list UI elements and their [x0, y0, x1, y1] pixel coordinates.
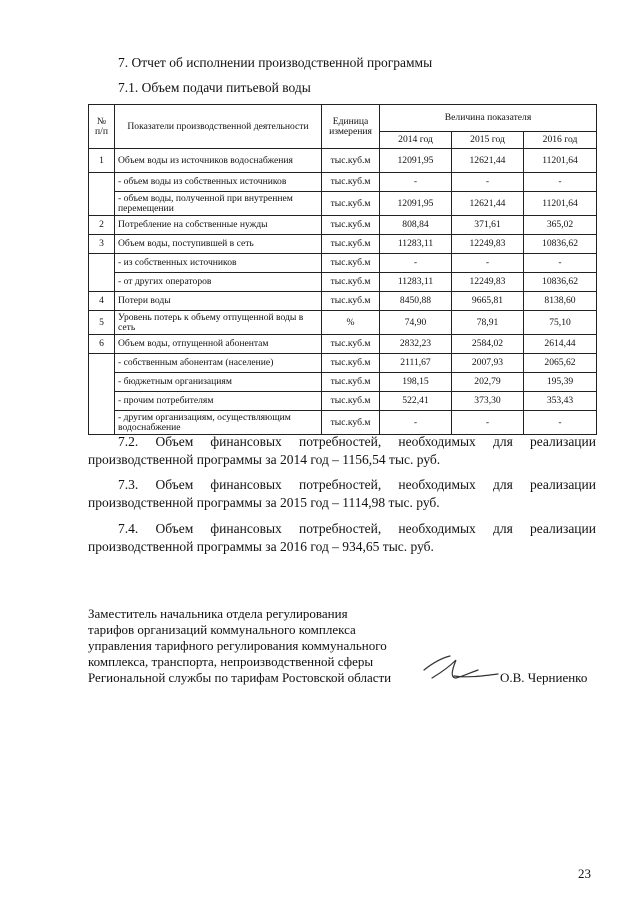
section-7-title: 7. Отчет об исполнении производственной программы — [118, 55, 433, 70]
row-unit: тыс.куб.м — [322, 354, 380, 373]
row-num: 6 — [89, 335, 115, 354]
row-value-2015: 371,61 — [452, 216, 524, 235]
row-value-2015: - — [452, 254, 524, 273]
table-row — [89, 392, 597, 411]
paragraph-7-4 — [88, 520, 596, 556]
row-unit: тыс.куб.м — [322, 273, 380, 292]
row-name: Потребление на собственные нужды — [115, 216, 322, 235]
row-unit: тыс.куб.м — [322, 254, 380, 273]
row-value-2016: - — [524, 411, 597, 435]
row-value-2015: 12621,44 — [452, 192, 524, 216]
row-value-2015: 78,91 — [452, 311, 524, 335]
position-line: Заместитель начальника отдела регулирования — [88, 606, 348, 621]
paragraph-line: 7.3. Объем финансовых потребностей, необходимых для реализации — [118, 477, 596, 492]
row-value-2016: 353,43 — [524, 392, 597, 411]
row-value-2015: 373,30 — [452, 392, 524, 411]
signatory-name: О.В. Черниенко — [500, 670, 588, 685]
row-value-2014: 808,84 — [380, 216, 452, 235]
row-value-2016: 195,39 — [524, 373, 597, 392]
row-unit: тыс.куб.м — [322, 335, 380, 354]
row-unit: тыс.куб.м — [322, 292, 380, 311]
header-year-2014: 2014 год — [380, 132, 452, 149]
row-name: - объем воды, полученной при внутреннем перемещении — [115, 192, 322, 216]
signatory-position — [88, 606, 408, 686]
row-name: Объем воды из источников водоснабжения — [115, 149, 322, 173]
row-name: - другим организациям, осуществляющим водоснабжение — [115, 411, 322, 435]
paragraph-7-3 — [88, 476, 596, 512]
table-row — [89, 254, 597, 273]
row-num: 2 — [89, 216, 115, 235]
table-row — [89, 354, 597, 373]
row-value-2014: 12091,95 — [380, 192, 452, 216]
row-name: Уровень потерь к объему отпущенной воды в сеть — [115, 311, 322, 335]
row-unit: тыс.куб.м — [322, 216, 380, 235]
row-value-2016: 10836,62 — [524, 273, 597, 292]
row-name: - собственным абонентам (население) — [115, 354, 322, 373]
row-value-2014: 2111,67 — [380, 354, 452, 373]
row-unit: тыс.куб.м — [322, 149, 380, 173]
row-num: 4 — [89, 292, 115, 311]
row-value-2016: 365,02 — [524, 216, 597, 235]
header-year-2016: 2016 год — [524, 132, 597, 149]
row-unit: тыс.куб.м — [322, 373, 380, 392]
table-row — [89, 311, 597, 335]
row-name: - из собственных источников — [115, 254, 322, 273]
row-value-2015: 2007,93 — [452, 354, 524, 373]
paragraph-7-2 — [88, 433, 596, 469]
paragraph-line: 7.4. Объем финансовых потребностей, необходимых для реализации — [118, 521, 596, 536]
paragraph-line: производственной программы за 2016 год – 934,65 тыс. руб. — [88, 539, 434, 554]
position-line: тарифов организаций коммунального комплекса — [88, 622, 356, 637]
row-value-2014: 11283,11 — [380, 273, 452, 292]
table-row — [89, 373, 597, 392]
position-line: управления тарифного регулирования коммунального — [88, 638, 387, 653]
row-value-2014: 11283,11 — [380, 235, 452, 254]
row-value-2014: - — [380, 411, 452, 435]
table-row — [89, 235, 597, 254]
header-indicator: Показатели производственной деятельности — [115, 105, 322, 149]
row-value-2015: 9665,81 — [452, 292, 524, 311]
row-unit: тыс.куб.м — [322, 192, 380, 216]
row-name: - бюджетным организациям — [115, 373, 322, 392]
row-num — [89, 173, 115, 216]
row-value-2016: 75,10 — [524, 311, 597, 335]
row-num: 3 — [89, 235, 115, 254]
row-num: 1 — [89, 149, 115, 173]
header-value-group: Величина показателя — [380, 105, 597, 132]
row-value-2016: 2065,62 — [524, 354, 597, 373]
handwritten-signature — [420, 648, 500, 692]
row-num — [89, 354, 115, 435]
row-name: - прочим потребителям — [115, 392, 322, 411]
header-num: № п/п — [89, 105, 115, 149]
row-value-2014: 74,90 — [380, 311, 452, 335]
paragraph-line: 7.2. Объем финансовых потребностей, необходимых для реализации — [118, 434, 596, 449]
row-value-2016: 2614,44 — [524, 335, 597, 354]
row-value-2015: 12249,83 — [452, 235, 524, 254]
row-value-2016: 11201,64 — [524, 149, 597, 173]
row-value-2016: 10836,62 — [524, 235, 597, 254]
table-row — [89, 149, 597, 173]
row-value-2014: 8450,88 — [380, 292, 452, 311]
row-value-2014: 522,41 — [380, 392, 452, 411]
row-value-2015: 12249,83 — [452, 273, 524, 292]
row-name: Объем воды, поступившей в сеть — [115, 235, 322, 254]
row-value-2014: - — [380, 254, 452, 273]
row-num: 5 — [89, 311, 115, 335]
row-value-2015: - — [452, 173, 524, 192]
table-row — [89, 292, 597, 311]
row-value-2015: - — [452, 411, 524, 435]
header-unit: Единица измерения — [322, 105, 380, 149]
section-7-1-title: 7.1. Объем подачи питьевой воды — [118, 80, 311, 95]
paragraph-line: производственной программы за 2014 год – 1156,54 тыс. руб. — [88, 452, 441, 467]
table-row — [89, 216, 597, 235]
table-row — [89, 192, 597, 216]
row-value-2015: 12621,44 — [452, 149, 524, 173]
paragraph-line: производственной программы за 2015 год – 1114,98 тыс. руб. — [88, 495, 440, 510]
row-name: Потери воды — [115, 292, 322, 311]
row-value-2015: 202,79 — [452, 373, 524, 392]
row-unit: тыс.куб.м — [322, 173, 380, 192]
water-supply-table — [88, 104, 597, 435]
row-name: - объем воды из собственных источников — [115, 173, 322, 192]
position-line: Региональной службы по тарифам Ростовской области — [88, 670, 392, 685]
row-value-2014: - — [380, 173, 452, 192]
row-value-2015: 2584,02 — [452, 335, 524, 354]
row-value-2016: - — [524, 173, 597, 192]
row-num — [89, 254, 115, 292]
row-name: - от других операторов — [115, 273, 322, 292]
row-value-2016: 8138,60 — [524, 292, 597, 311]
row-value-2016: - — [524, 254, 597, 273]
table-row — [89, 173, 597, 192]
row-unit: тыс.куб.м — [322, 235, 380, 254]
row-unit: тыс.куб.м — [322, 392, 380, 411]
table-row — [89, 335, 597, 354]
row-value-2014: 198,15 — [380, 373, 452, 392]
row-value-2014: 2832,23 — [380, 335, 452, 354]
row-value-2014: 12091,95 — [380, 149, 452, 173]
position-line: комплекса, транспорта, непроизводственной сферы — [88, 654, 374, 669]
header-year-2015: 2015 год — [452, 132, 524, 149]
table-row — [89, 273, 597, 292]
row-unit: тыс.куб.м — [322, 411, 380, 435]
page-number: 23 — [578, 866, 591, 881]
table-row — [89, 411, 597, 435]
row-value-2016: 11201,64 — [524, 192, 597, 216]
row-name: Объем воды, отпущенной абонентам — [115, 335, 322, 354]
row-unit: % — [322, 311, 380, 335]
